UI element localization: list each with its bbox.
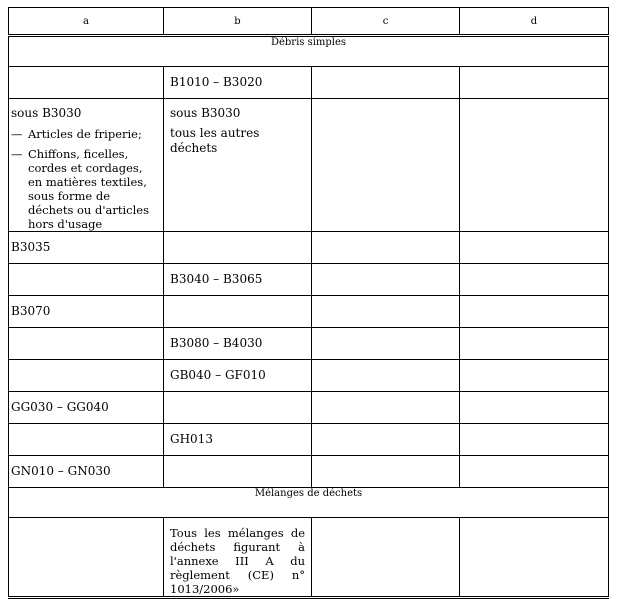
- cell-b: B3080 – B4030: [164, 328, 312, 360]
- table-row: [9, 328, 609, 360]
- cell-b: B1010 – B3020: [164, 67, 312, 99]
- column-header-b: b: [164, 8, 312, 36]
- header-row: [9, 8, 609, 36]
- cell-b: Tous les mélanges de déchets figurant à l'annexe III A du règlement (CE) n° 1013/2006»: [164, 518, 312, 598]
- cell-a: [9, 328, 164, 360]
- cell-d: [460, 296, 609, 328]
- cell-c: [312, 392, 460, 424]
- cell-a: [9, 518, 164, 598]
- cell-a: B3070: [9, 296, 164, 328]
- column-header-d: d: [460, 8, 609, 36]
- cell-c: [312, 99, 460, 232]
- cell-b: [164, 456, 312, 488]
- cell-b: [164, 232, 312, 264]
- cell-a: GG030 – GG040: [9, 392, 164, 424]
- cell-a: GN010 – GN030: [9, 456, 164, 488]
- table-row: [9, 232, 609, 264]
- cell-b: [164, 392, 312, 424]
- table-row: [9, 456, 609, 488]
- cell-c: [312, 328, 460, 360]
- section-row: [9, 488, 609, 518]
- cell-d: [460, 264, 609, 296]
- table-row: [9, 264, 609, 296]
- cell-d: [460, 67, 609, 99]
- table-row: [9, 67, 609, 99]
- section-row: [9, 36, 609, 67]
- table-row: [9, 296, 609, 328]
- cell-a: [9, 424, 164, 456]
- cell-c: [312, 518, 460, 598]
- cell-d: [460, 456, 609, 488]
- cell-line: tous les autres déchets: [170, 126, 260, 155]
- list-item: — Chiffons, ficelles, cordes et cordages, en matières textiles, sous forme de déchets ou d'articles hors d'usage: [11, 147, 158, 231]
- cell-b: B3040 – B3065: [164, 264, 312, 296]
- cell-c: [312, 360, 460, 392]
- cell-a: B3035: [9, 232, 164, 264]
- section-title-mixtures: Mélanges de déchets: [9, 488, 609, 518]
- cell-b: [164, 296, 312, 328]
- cell-c: [312, 232, 460, 264]
- cell-b: [164, 99, 312, 232]
- table-row: [9, 99, 609, 232]
- dash-list: [11, 127, 158, 231]
- cell-d: [460, 328, 609, 360]
- cell-d: [460, 360, 609, 392]
- cell-c: [312, 424, 460, 456]
- table-row: [9, 424, 609, 456]
- table-row: [9, 360, 609, 392]
- table-row: [9, 518, 609, 598]
- cell-d: [460, 424, 609, 456]
- column-header-a: a: [9, 8, 164, 36]
- cell-c: [312, 264, 460, 296]
- cell-b: GH013: [164, 424, 312, 456]
- cell-d: [460, 518, 609, 598]
- cell-a: [9, 360, 164, 392]
- cell-c: [312, 67, 460, 99]
- cell-c: [312, 296, 460, 328]
- table-row: [9, 392, 609, 424]
- section-title-simple: Débris simples: [9, 36, 609, 67]
- cell-d: [460, 232, 609, 264]
- cell-a: [9, 99, 164, 232]
- cell-a: [9, 67, 164, 99]
- waste-table: [8, 7, 609, 599]
- cell-line: sous B3030: [170, 106, 241, 120]
- column-header-c: c: [312, 8, 460, 36]
- cell-c: [312, 456, 460, 488]
- cell-d: [460, 392, 609, 424]
- list-item: — Articles de friperie;: [11, 127, 158, 141]
- cell-a: [9, 264, 164, 296]
- sub-heading: sous B3030: [11, 106, 82, 120]
- cell-d: [460, 99, 609, 232]
- cell-b: GB040 – GF010: [164, 360, 312, 392]
